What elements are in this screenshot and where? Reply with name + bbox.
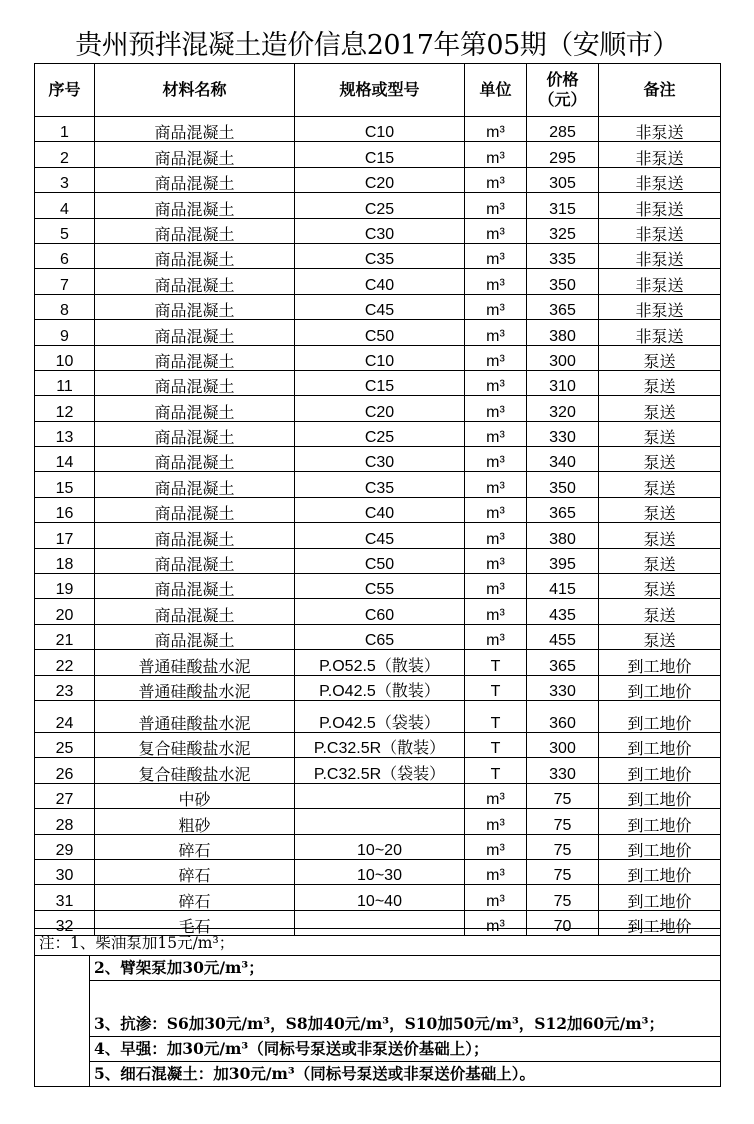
cell-note: 泵送 [599, 523, 721, 548]
cell-note: 到工地价 [599, 700, 721, 732]
table-row [35, 193, 721, 218]
cell-note: 到工地价 [599, 675, 721, 700]
cell-seq: 16 [35, 497, 95, 522]
cell-seq: 30 [35, 859, 95, 884]
cell-spec: C30 [295, 218, 465, 243]
cell-note: 泵送 [599, 599, 721, 624]
cell-price: 435 [527, 599, 599, 624]
cell-seq: 9 [35, 320, 95, 345]
cell-note: 到工地价 [599, 859, 721, 884]
cell-note: 泵送 [599, 472, 721, 497]
cell-note: 到工地价 [599, 650, 721, 675]
cell-spec: P.O42.5（袋装） [295, 700, 465, 732]
cell-spec: P.O42.5（散装） [295, 675, 465, 700]
cell-price: 305 [527, 167, 599, 192]
cell-spec: C55 [295, 574, 465, 599]
cell-unit: m³ [465, 447, 527, 472]
cell-price: 320 [527, 396, 599, 421]
header-price-line1: 价格 [546, 70, 579, 89]
cell-material: 商品混凝土 [95, 320, 295, 345]
header-material: 材料名称 [95, 64, 295, 117]
cell-seq: 7 [35, 269, 95, 294]
table-row [35, 548, 721, 573]
table-row [35, 700, 721, 732]
cell-price: 380 [527, 320, 599, 345]
table-row [35, 758, 721, 783]
cell-seq: 10 [35, 345, 95, 370]
cell-seq: 32 [35, 910, 95, 935]
table-row [35, 370, 721, 395]
cell-spec: 10~40 [295, 885, 465, 910]
table-row [35, 783, 721, 808]
cell-material: 商品混凝土 [95, 294, 295, 319]
cell-seq: 21 [35, 624, 95, 649]
cell-unit: m³ [465, 370, 527, 395]
cell-unit: m³ [465, 269, 527, 294]
table-row [35, 421, 721, 446]
cell-spec: P.C32.5R（散装） [295, 732, 465, 757]
cell-seq: 5 [35, 218, 95, 243]
table-header-row [35, 64, 721, 117]
cell-price: 380 [527, 523, 599, 548]
cell-price: 75 [527, 783, 599, 808]
cell-seq: 17 [35, 523, 95, 548]
table-row [35, 320, 721, 345]
table-row [35, 243, 721, 268]
cell-material: 普通硅酸盐水泥 [95, 650, 295, 675]
cell-price: 75 [527, 834, 599, 859]
cell-material: 普通硅酸盐水泥 [95, 675, 295, 700]
note-1: 注：1、柴油泵加15元/m³； [35, 929, 721, 956]
cell-material: 普通硅酸盐水泥 [95, 700, 295, 732]
cell-note: 到工地价 [599, 885, 721, 910]
cell-spec: C15 [295, 370, 465, 395]
cell-spec: C10 [295, 345, 465, 370]
cell-price: 75 [527, 885, 599, 910]
cell-price: 455 [527, 624, 599, 649]
cell-unit: m³ [465, 117, 527, 142]
cell-price: 340 [527, 447, 599, 472]
cell-material: 商品混凝土 [95, 421, 295, 446]
table-row [35, 885, 721, 910]
cell-note: 泵送 [599, 345, 721, 370]
cell-unit: m³ [465, 218, 527, 243]
cell-seq: 4 [35, 193, 95, 218]
table-row [35, 345, 721, 370]
cell-spec: C65 [295, 624, 465, 649]
cell-spec: C50 [295, 548, 465, 573]
cell-unit: m³ [465, 421, 527, 446]
cell-unit: m³ [465, 345, 527, 370]
table-row [35, 142, 721, 167]
cell-seq: 22 [35, 650, 95, 675]
cell-material: 粗砂 [95, 809, 295, 834]
cell-note: 泵送 [599, 574, 721, 599]
cell-seq: 26 [35, 758, 95, 783]
cell-material: 商品混凝土 [95, 574, 295, 599]
cell-unit: T [465, 732, 527, 757]
cell-seq: 25 [35, 732, 95, 757]
cell-unit: m³ [465, 294, 527, 319]
cell-unit: T [465, 675, 527, 700]
cell-unit: m³ [465, 497, 527, 522]
cell-spec: C35 [295, 243, 465, 268]
cell-unit: m³ [465, 809, 527, 834]
cell-seq: 8 [35, 294, 95, 319]
cell-unit: m³ [465, 243, 527, 268]
cell-material: 商品混凝土 [95, 599, 295, 624]
cell-spec: C40 [295, 497, 465, 522]
cell-price: 295 [527, 142, 599, 167]
cell-seq: 2 [35, 142, 95, 167]
cell-price: 395 [527, 548, 599, 573]
cell-material: 毛石 [95, 910, 295, 935]
header-unit: 单位 [465, 64, 527, 117]
cell-unit: m³ [465, 193, 527, 218]
cell-unit: T [465, 758, 527, 783]
cell-material: 商品混凝土 [95, 193, 295, 218]
header-price [527, 64, 599, 117]
price-table [34, 63, 721, 936]
note-3: 3、抗渗：S6加30元/m³，S8加40元/m³，S10加50元/m³，S12加60元/m³； [90, 981, 721, 1037]
cell-note: 到工地价 [599, 809, 721, 834]
cell-spec [295, 783, 465, 808]
cell-note: 泵送 [599, 624, 721, 649]
cell-seq: 29 [35, 834, 95, 859]
cell-spec: C25 [295, 421, 465, 446]
cell-material: 商品混凝土 [95, 269, 295, 294]
cell-unit: T [465, 700, 527, 732]
table-row [35, 675, 721, 700]
table-row [35, 218, 721, 243]
notes-indent [35, 956, 90, 1087]
cell-price: 75 [527, 859, 599, 884]
cell-price: 360 [527, 700, 599, 732]
cell-material: 商品混凝土 [95, 243, 295, 268]
cell-unit: m³ [465, 885, 527, 910]
header-spec: 规格或型号 [295, 64, 465, 117]
note-5: 5、细石混凝土：加30元/m³（同标号泵送或非泵送价基础上）。 [90, 1062, 721, 1087]
cell-seq: 19 [35, 574, 95, 599]
cell-price: 325 [527, 218, 599, 243]
table-row [35, 269, 721, 294]
cell-material: 商品混凝土 [95, 497, 295, 522]
cell-price: 315 [527, 193, 599, 218]
cell-unit: m³ [465, 599, 527, 624]
note-2: 2、臂架泵加30元/m³； [90, 956, 721, 981]
cell-note: 泵送 [599, 548, 721, 573]
cell-price: 365 [527, 497, 599, 522]
cell-price: 350 [527, 472, 599, 497]
cell-price: 330 [527, 421, 599, 446]
cell-material: 商品混凝土 [95, 218, 295, 243]
cell-unit: m³ [465, 523, 527, 548]
cell-price: 415 [527, 574, 599, 599]
cell-material: 碎石 [95, 859, 295, 884]
cell-spec: P.C32.5R（袋装） [295, 758, 465, 783]
cell-seq: 27 [35, 783, 95, 808]
note-4: 4、早强：加30元/m³（同标号泵送或非泵送价基础上）； [90, 1037, 721, 1062]
cell-note: 非泵送 [599, 218, 721, 243]
cell-seq: 23 [35, 675, 95, 700]
cell-price: 365 [527, 294, 599, 319]
cell-spec: C45 [295, 523, 465, 548]
cell-spec: C25 [295, 193, 465, 218]
cell-unit: m³ [465, 548, 527, 573]
table-row [35, 834, 721, 859]
cell-seq: 28 [35, 809, 95, 834]
cell-price: 300 [527, 732, 599, 757]
cell-spec: C50 [295, 320, 465, 345]
cell-spec: P.O52.5（散装） [295, 650, 465, 675]
cell-price: 330 [527, 758, 599, 783]
header-note: 备注 [599, 64, 721, 117]
cell-note: 非泵送 [599, 294, 721, 319]
cell-spec: C40 [295, 269, 465, 294]
table-row [35, 574, 721, 599]
table-row [35, 650, 721, 675]
cell-price: 335 [527, 243, 599, 268]
cell-note: 泵送 [599, 421, 721, 446]
cell-spec: C30 [295, 447, 465, 472]
cell-note: 非泵送 [599, 167, 721, 192]
cell-note: 到工地价 [599, 758, 721, 783]
table-row [35, 294, 721, 319]
cell-note: 非泵送 [599, 142, 721, 167]
cell-unit: m³ [465, 574, 527, 599]
cell-note: 到工地价 [599, 910, 721, 935]
header-price-line2: （元） [538, 90, 587, 109]
cell-seq: 18 [35, 548, 95, 573]
cell-note: 非泵送 [599, 243, 721, 268]
cell-material: 商品混凝土 [95, 345, 295, 370]
table-row [35, 809, 721, 834]
cell-price: 75 [527, 809, 599, 834]
cell-price: 310 [527, 370, 599, 395]
cell-unit: T [465, 650, 527, 675]
page-title: 贵州预拌混凝土造价信息2017年第05期（安顺市） [75, 30, 679, 61]
table-row [35, 732, 721, 757]
table-row [35, 859, 721, 884]
cell-material: 复合硅酸盐水泥 [95, 732, 295, 757]
cell-seq: 15 [35, 472, 95, 497]
cell-spec: C35 [295, 472, 465, 497]
cell-spec [295, 809, 465, 834]
cell-spec: C60 [295, 599, 465, 624]
cell-unit: m³ [465, 472, 527, 497]
cell-spec: 10~20 [295, 834, 465, 859]
cell-note: 泵送 [599, 370, 721, 395]
cell-price: 285 [527, 117, 599, 142]
table-row [35, 624, 721, 649]
cell-price: 365 [527, 650, 599, 675]
cell-material: 商品混凝土 [95, 624, 295, 649]
cell-material: 商品混凝土 [95, 396, 295, 421]
cell-note: 泵送 [599, 396, 721, 421]
cell-spec: C10 [295, 117, 465, 142]
cell-price: 70 [527, 910, 599, 935]
cell-seq: 13 [35, 421, 95, 446]
cell-unit: m³ [465, 396, 527, 421]
table-row [35, 599, 721, 624]
cell-material: 碎石 [95, 834, 295, 859]
cell-price: 350 [527, 269, 599, 294]
cell-unit: m³ [465, 320, 527, 345]
cell-seq: 11 [35, 370, 95, 395]
table-row [35, 117, 721, 142]
cell-unit: m³ [465, 783, 527, 808]
header-seq: 序号 [35, 64, 95, 117]
cell-note: 非泵送 [599, 117, 721, 142]
cell-material: 碎石 [95, 885, 295, 910]
cell-seq: 14 [35, 447, 95, 472]
cell-material: 商品混凝土 [95, 142, 295, 167]
table-row [35, 472, 721, 497]
cell-seq: 24 [35, 700, 95, 732]
cell-unit: m³ [465, 142, 527, 167]
cell-spec: 10~30 [295, 859, 465, 884]
cell-seq: 1 [35, 117, 95, 142]
cell-spec: C20 [295, 396, 465, 421]
cell-note: 到工地价 [599, 834, 721, 859]
cell-unit: m³ [465, 167, 527, 192]
cell-note: 到工地价 [599, 783, 721, 808]
table-row [35, 523, 721, 548]
table-row [35, 497, 721, 522]
cell-material: 复合硅酸盐水泥 [95, 758, 295, 783]
table-row [35, 167, 721, 192]
table-row [35, 396, 721, 421]
cell-spec: C45 [295, 294, 465, 319]
cell-note: 非泵送 [599, 269, 721, 294]
cell-seq: 12 [35, 396, 95, 421]
cell-seq: 20 [35, 599, 95, 624]
cell-note: 泵送 [599, 447, 721, 472]
cell-material: 商品混凝土 [95, 117, 295, 142]
cell-price: 330 [527, 675, 599, 700]
cell-material: 商品混凝土 [95, 548, 295, 573]
cell-unit: m³ [465, 834, 527, 859]
cell-spec: C15 [295, 142, 465, 167]
cell-note: 泵送 [599, 497, 721, 522]
cell-price: 300 [527, 345, 599, 370]
cell-material: 商品混凝土 [95, 447, 295, 472]
cell-material: 商品混凝土 [95, 167, 295, 192]
cell-seq: 3 [35, 167, 95, 192]
cell-unit: m³ [465, 859, 527, 884]
cell-seq: 31 [35, 885, 95, 910]
cell-material: 商品混凝土 [95, 370, 295, 395]
cell-material: 中砂 [95, 783, 295, 808]
cell-material: 商品混凝土 [95, 472, 295, 497]
table-row [35, 447, 721, 472]
cell-spec: C20 [295, 167, 465, 192]
cell-unit: m³ [465, 624, 527, 649]
notes-table [34, 928, 721, 1087]
cell-note: 非泵送 [599, 320, 721, 345]
cell-seq: 6 [35, 243, 95, 268]
cell-material: 商品混凝土 [95, 523, 295, 548]
cell-note: 到工地价 [599, 732, 721, 757]
cell-unit: m³ [465, 910, 527, 935]
cell-note: 非泵送 [599, 193, 721, 218]
